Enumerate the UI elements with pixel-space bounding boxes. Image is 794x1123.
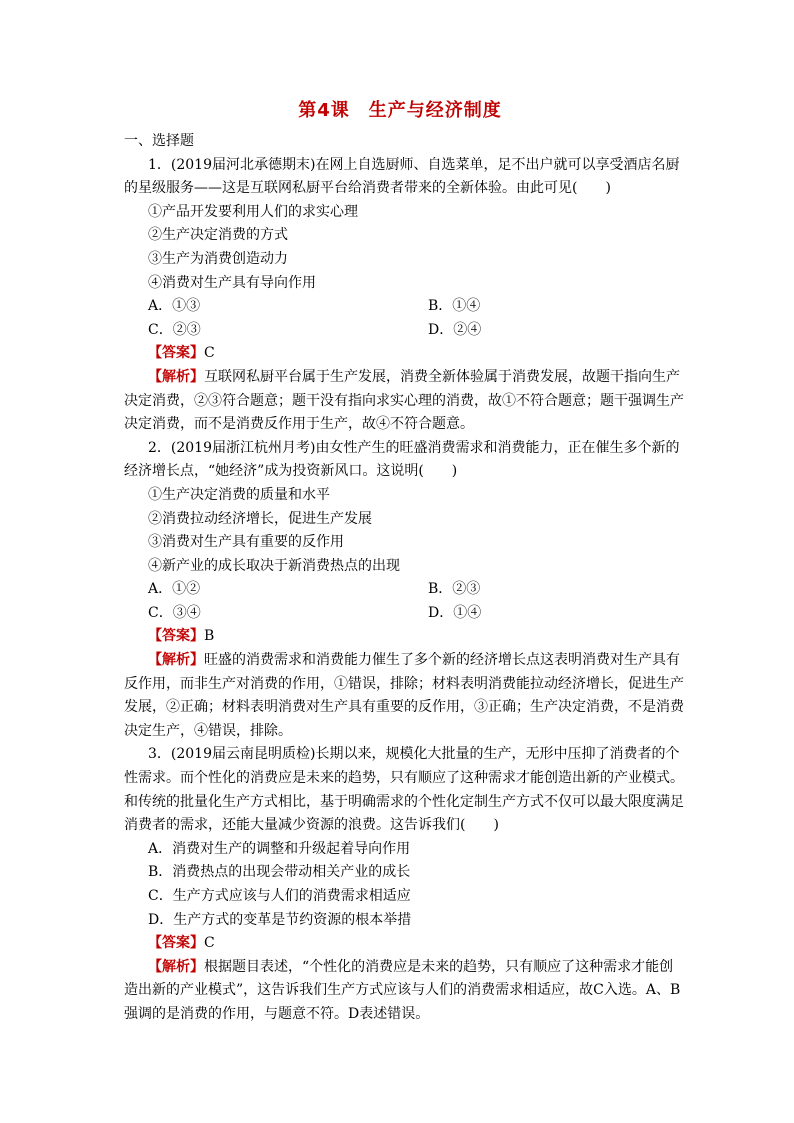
q3-answer xyxy=(124,932,676,956)
q2-analysis-text: 旺盛的消费需求和消费能力催生了多个新的经济增长点这表明消费对生产具有 xyxy=(204,652,680,669)
q1-stem-line: 的星级服务——这是互联网私厨平台给消费者带来的全新体验。由此可见( ) xyxy=(124,180,611,197)
answer-tag: 【答案】 xyxy=(148,345,204,362)
q3-option-b: B．消费热点的出现会带动相关产业的成长 xyxy=(148,864,411,881)
q3-stem-line: 和传统的批量化生产方式相比，基于明确需求的个性化定制生产方式不仅可以最大限度满足 xyxy=(124,793,684,810)
q3-stem-line: 消费者的需求，还能大量减少资源的浪费。这告诉我们( ) xyxy=(124,817,499,834)
q2-analysis-line xyxy=(124,649,680,673)
q2-answer xyxy=(124,625,676,649)
q2-stem-line: 2．(2019届浙江杭州月考)由女性产生的旺盛消费需求和消费能力，正在催生多个新的 xyxy=(148,439,680,456)
q1-options-row xyxy=(124,319,676,343)
q2-item: ④新产业的成长取决于新消费热点的出现 xyxy=(148,557,400,574)
page-title: 第4课 生产与经济制度 xyxy=(298,100,502,121)
document-content xyxy=(124,96,684,1027)
q3-stem-line: 性需求。而个性化的消费应是未来的趋势，只有顺应了这种需求才能创造出新的产业模式。 xyxy=(124,770,684,787)
q2-item: ①生产决定消费的质量和水平 xyxy=(148,486,330,503)
q1-analysis-line: 决定消费，而不是消费反作用于生产，故④不符合题意。 xyxy=(124,416,474,433)
q1-answer xyxy=(124,342,676,366)
q1-item: ①产品开发要利用人们的求实心理 xyxy=(148,203,358,220)
q2-option-b: B．②③ xyxy=(428,581,481,598)
q1-item: ③生产为消费创造动力 xyxy=(148,250,288,267)
q3-option-a: A．消费对生产的调整和升级起着导向作用 xyxy=(148,840,411,857)
q2-analysis-line: 决定生产，④错误，排除。 xyxy=(124,722,292,739)
q1-options-row xyxy=(124,295,676,319)
analysis-tag: 【解析】 xyxy=(148,368,204,385)
q2-option-a: A．①② xyxy=(148,581,201,598)
analysis-tag: 【解析】 xyxy=(148,958,204,975)
q2-options-row xyxy=(124,578,676,602)
q1-answer-value: C xyxy=(204,345,215,362)
q1-stem-line: 1．(2019届河北承德期末)在网上自选厨师、自选菜单，足不出户就可以享受酒店名厨 xyxy=(148,156,680,173)
q3-analysis-text: 根据题目表述，“个性化的消费应是未来的趋势，只有顺应了这种需求才能创 xyxy=(204,958,674,975)
q2-item: ③消费对生产具有重要的反作用 xyxy=(148,534,344,551)
q3-analysis-line xyxy=(124,956,676,980)
q1-analysis-line xyxy=(124,366,680,390)
q2-answer-value: B xyxy=(204,628,215,645)
q3-analysis-line: 造出新的产业模式”，这告诉我们生产方式应该与人们的消费需求相适应，故C入选。A、B xyxy=(124,982,681,999)
q1-option-d: D．②④ xyxy=(428,321,482,338)
answer-tag: 【答案】 xyxy=(148,935,204,952)
q1-option-b: B．①④ xyxy=(428,298,481,315)
q3-analysis-line: 强调的是消费的作用，与题意不符。D表述错误。 xyxy=(124,1005,430,1022)
q2-analysis-line: 反作用，而非生产对消费的作用，①错误，排除；材料表明消费能拉动经济增长，促进生产 xyxy=(124,675,684,692)
q2-stem-line: 经济增长点，“她经济”成为投资新风口。这说明( ) xyxy=(124,463,458,480)
answer-tag: 【答案】 xyxy=(148,628,204,645)
q1-item: ④消费对生产具有导向作用 xyxy=(148,274,316,291)
q3-option-c: C．生产方式应该与人们的消费需求相适应 xyxy=(148,888,411,904)
q1-item: ②生产决定消费的方式 xyxy=(148,227,288,244)
q3-option-d: D．生产方式的变革是节约资源的根本举措 xyxy=(148,911,412,928)
section-heading: 一、选择题 xyxy=(124,133,194,149)
q1-analysis-text: 互联网私厨平台属于生产发展，消费全新体验属于消费发展，故题干指向生产 xyxy=(204,368,680,385)
q3-answer-value: C xyxy=(204,935,215,952)
q1-option-c: C．②③ xyxy=(148,321,201,338)
q2-option-d: D．①④ xyxy=(428,604,482,621)
q2-option-c: C．③④ xyxy=(148,604,201,621)
q3-stem-line: 3．(2019届云南昆明质检)长期以来，规模化大批量的生产，无形中压抑了消费者的个 xyxy=(148,746,680,763)
q2-analysis-line: 发展，②正确；材料表明消费对生产具有重要的反作用，③正确；生产决定消费，不是消费 xyxy=(124,699,684,716)
q1-option-a: A．①③ xyxy=(148,298,201,315)
q2-item: ②消费拉动经济增长，促进生产发展 xyxy=(148,510,372,527)
analysis-tag: 【解析】 xyxy=(148,652,204,669)
q2-options-row xyxy=(124,602,676,626)
q1-analysis-line: 决定消费，②③符合题意；题干没有指向求实心理的消费，故①不符合题意；题干强调生产 xyxy=(124,392,684,409)
